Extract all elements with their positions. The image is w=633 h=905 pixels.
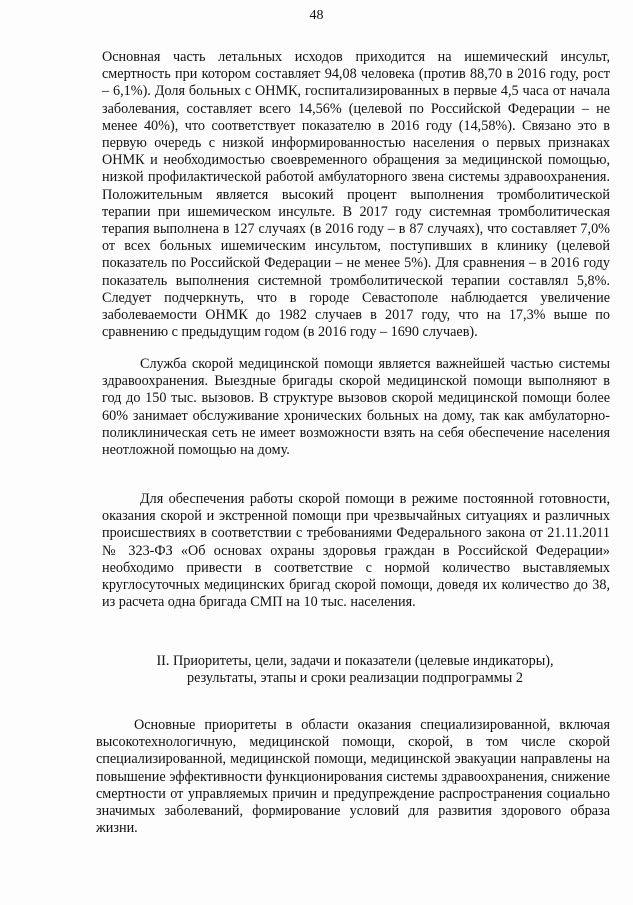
section-heading: II. Приоритеты, цели, задачи и показатели (целевые индикаторы), результаты, этапы и сроки реализации подпрограммы 2 (156, 653, 554, 687)
paragraph-text: Основная часть летальных исходов приходится на ишемический инсульт, смертность при котором составляет 94,08 человека (против 88,70 в 2016 году, рост – 6,1%). Доля больных с ОНМК, госпитализированных в первые 4,5 часа от начала заболевания, составляет всего 14,56% (целевой по Российской Федерации – не менее 40%), что соответствует показателю в 2016 году (14,58%). Связано это в первую очередь с низкой информированностью населения о первых признаках ОНМК и необходимостью своевременного обращения за медицинской помощью, низкой профилактической работой амбулаторного звена системы здравоохранения. Положительным является высокий процент выполнения тромболитической терапии при ишемическом инсульте. В 2017 году системная тромболитическая терапия выполнена в 127 случаях (в 2016 году – в 87 случаях), что составляет 7,0% от всех больных ишемическим инсультом, поступивших в клинику (целевой показатель по Российской Федерации – не менее 5%). Для сравнения – в 2016 году показатель выполнения системной тромболитической терапии составлял 5,8%. Следует подчеркнуть, что в городе Севастополе наблюдается увеличение заболеваемости ОНМК до 1982 случаев в 2017 году, что на 17,3% выше по сравнению с предыдущим годом (в 2016 году – 1690 случаев). (102, 49, 610, 341)
page-number: 48 (309, 8, 324, 23)
paragraph-ambulance-service (102, 356, 610, 459)
paragraph-text: Основные приоритеты в области оказания специализированной, включая высокотехнологичную, медицинской помощи, скорой, в том числе скорой специализированной, медицинской помощи, медицинской эвакуации направлены на повышение эффективности функционирования системы здравоохранения, снижение смертности от управляемых причин и предупреждение распространения социально значимых заболеваний, формирование условий для развития здорового образа жизни. (96, 717, 610, 837)
paragraph-priorities (96, 717, 610, 837)
paragraph-text: Служба скорой медицинской помощи является важнейшей частью системы здравоохранения. Выездные бригады скорой медицинской помощи выполняют в год до 150 тыс. вызовов. В структуре вызовов скорой медицинской помощи более 60% занимает обслуживание хронических больных на дому, так как амбулаторно-поликлиническая сеть не имеет возможности взять на себя обеспечение населения неотложной помощью на дому. (102, 356, 610, 459)
paragraph-ambulance-readiness (102, 491, 610, 611)
paragraph-stroke-mortality (102, 49, 610, 341)
paragraph-text: Для обеспечения работы скорой помощи в режиме постоянной готовности, оказания скорой и экстренной помощи при чрезвычайных ситуациях и различных происшествиях в соответствии с требованиями Федерального закона от 21.11.2011 № 323-ФЗ «Об основах охраны здоровья граждан в Российской Федерации» необходимо привести в соответствие с нормой количество выставляемых круглосуточных медицинских бригад скорой помощи, доведя их количество до 38, из расчета одна бригада СМП на 10 тыс. населения. (102, 491, 610, 611)
